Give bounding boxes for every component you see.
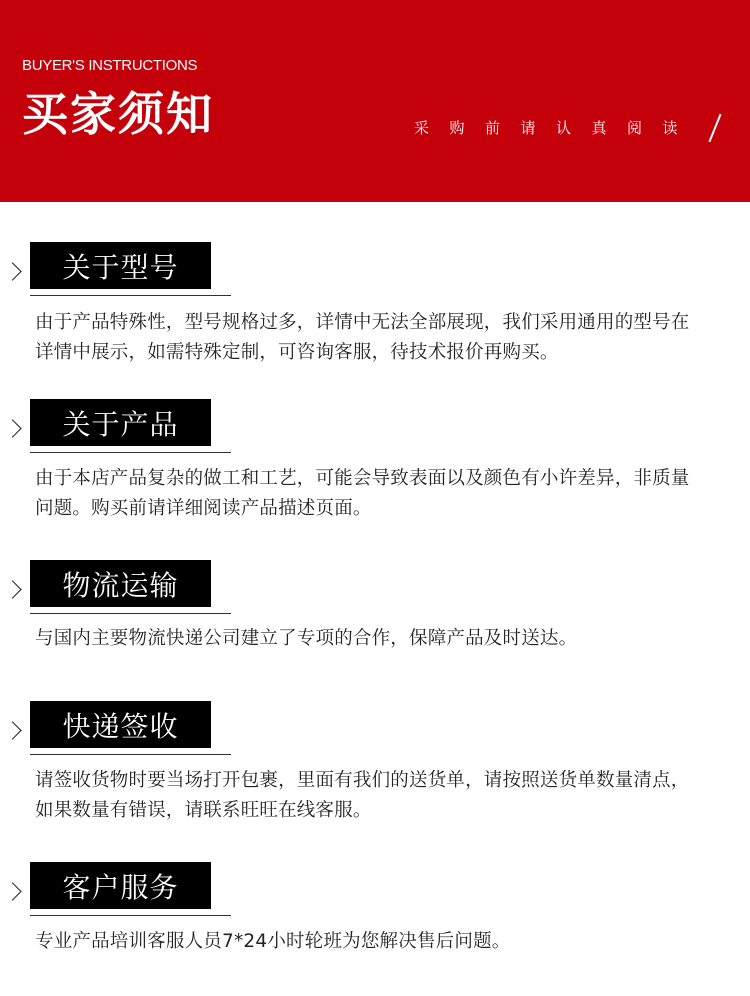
section-text: 请签收货物时要当场打开包裹，里面有我们的送货单，请按照送货单数量清点，如果数量有错误，请联系旺旺在线客服。 xyxy=(35,770,690,821)
section-title: 关于型号 xyxy=(30,242,211,289)
banner-tagline: 采购前请认真阅读 xyxy=(414,119,699,137)
section-text: 与国内主要物流快递公司建立了专项的合作，保障产品及时送达。 xyxy=(35,628,578,649)
section-title: 关于产品 xyxy=(30,399,211,446)
section-divider xyxy=(30,915,231,916)
banner-title: 买家须知 xyxy=(22,87,214,141)
section-text: 专业产品培训客服人员7*24小时轮班为您解决售后问题。 xyxy=(35,931,511,952)
section-title: 客户服务 xyxy=(30,862,211,909)
section-model xyxy=(0,241,750,361)
section-divider xyxy=(30,754,231,755)
section-text: 由于本店产品复杂的做工和工艺，可能会导致表面以及颜色有小许差异，非质量问题。购买前请详细阅读产品描述页面。 xyxy=(35,468,690,519)
section-title: 快递签收 xyxy=(30,701,211,748)
section-divider xyxy=(30,295,231,296)
chevron-right-icon xyxy=(3,580,21,598)
chevron-right-icon xyxy=(3,262,21,280)
section-text: 由于产品特殊性，型号规格过多，详情中无法全部展现，我们采用通用的型号在详情中展示，如需特殊定制，可咨询客服，待技术报价再购买。 xyxy=(35,312,690,363)
section-divider xyxy=(30,613,231,614)
section-divider xyxy=(30,452,231,453)
slash-decoration xyxy=(708,114,721,143)
section-delivery-signing xyxy=(0,700,750,820)
banner-subtitle-en: BUYER'S INSTRUCTIONS xyxy=(22,57,198,74)
chevron-right-icon xyxy=(3,419,21,437)
section-customer-service xyxy=(0,861,750,981)
section-product xyxy=(0,398,750,518)
section-logistics xyxy=(0,559,750,679)
section-title: 物流运输 xyxy=(30,560,211,607)
chevron-right-icon xyxy=(3,882,21,900)
chevron-right-icon xyxy=(3,721,21,739)
header-banner xyxy=(0,0,750,202)
